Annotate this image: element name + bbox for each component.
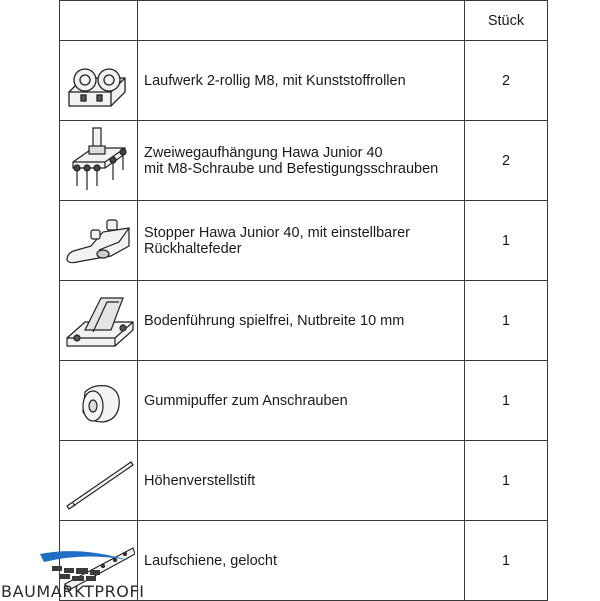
header-qty-label: Stück — [465, 1, 548, 41]
stopper-icon — [63, 210, 135, 272]
description-line: mit M8-Schraube und Befestigungsschrauben — [144, 160, 439, 177]
part-image-cell — [60, 121, 138, 201]
part-quantity: 1 — [465, 281, 548, 361]
description-line: Bodenführung spielfrei, Nutbreite 10 mm — [144, 312, 405, 329]
part-image-cell — [60, 281, 138, 361]
header-cell-empty — [60, 1, 138, 41]
roller-carriage-icon — [63, 48, 135, 114]
part-description — [138, 521, 465, 601]
description-line: Gummipuffer zum Anschrauben — [144, 392, 348, 409]
description-line: Laufschiene, gelocht — [144, 552, 278, 569]
table-row — [60, 361, 548, 441]
part-description — [138, 281, 465, 361]
part-quantity: 1 — [465, 521, 548, 601]
part-quantity: 1 — [465, 361, 548, 441]
table-row — [60, 121, 548, 201]
rubber-buffer-icon — [63, 368, 135, 434]
part-image-cell — [60, 201, 138, 281]
part-description — [138, 41, 465, 121]
watermark-text: BAUMARKTPROFI — [1, 582, 145, 601]
part-quantity: 2 — [465, 41, 548, 121]
part-quantity: 2 — [465, 121, 548, 201]
part-quantity: 1 — [465, 441, 548, 521]
parts-list-table — [59, 0, 548, 601]
part-image-cell — [60, 441, 138, 521]
part-description — [138, 201, 465, 281]
part-description — [138, 361, 465, 441]
part-image-cell — [60, 41, 138, 121]
part-description — [138, 121, 465, 201]
part-description — [138, 441, 465, 521]
header-cell-description — [138, 1, 465, 41]
height-adjust-pin-icon — [63, 448, 135, 514]
description-line: Zweiwegaufhängung Hawa Junior 40 — [144, 144, 383, 161]
part-quantity: 1 — [465, 201, 548, 281]
description-line: Rückhaltefeder — [144, 240, 242, 257]
table-row — [60, 201, 548, 281]
part-image-cell — [60, 361, 138, 441]
table-header-row — [60, 1, 548, 41]
description-line: Laufwerk 2-rollig M8, mit Kunststoffrollen — [144, 72, 406, 89]
table-row — [60, 281, 548, 361]
description-line: Höhenverstellstift — [144, 472, 256, 489]
floor-guide-icon — [63, 288, 135, 354]
suspension-bracket-icon — [63, 124, 135, 198]
description-line: Stopper Hawa Junior 40, mit einstellbarer — [144, 224, 410, 241]
table-row — [60, 441, 548, 521]
table-row — [60, 41, 548, 121]
